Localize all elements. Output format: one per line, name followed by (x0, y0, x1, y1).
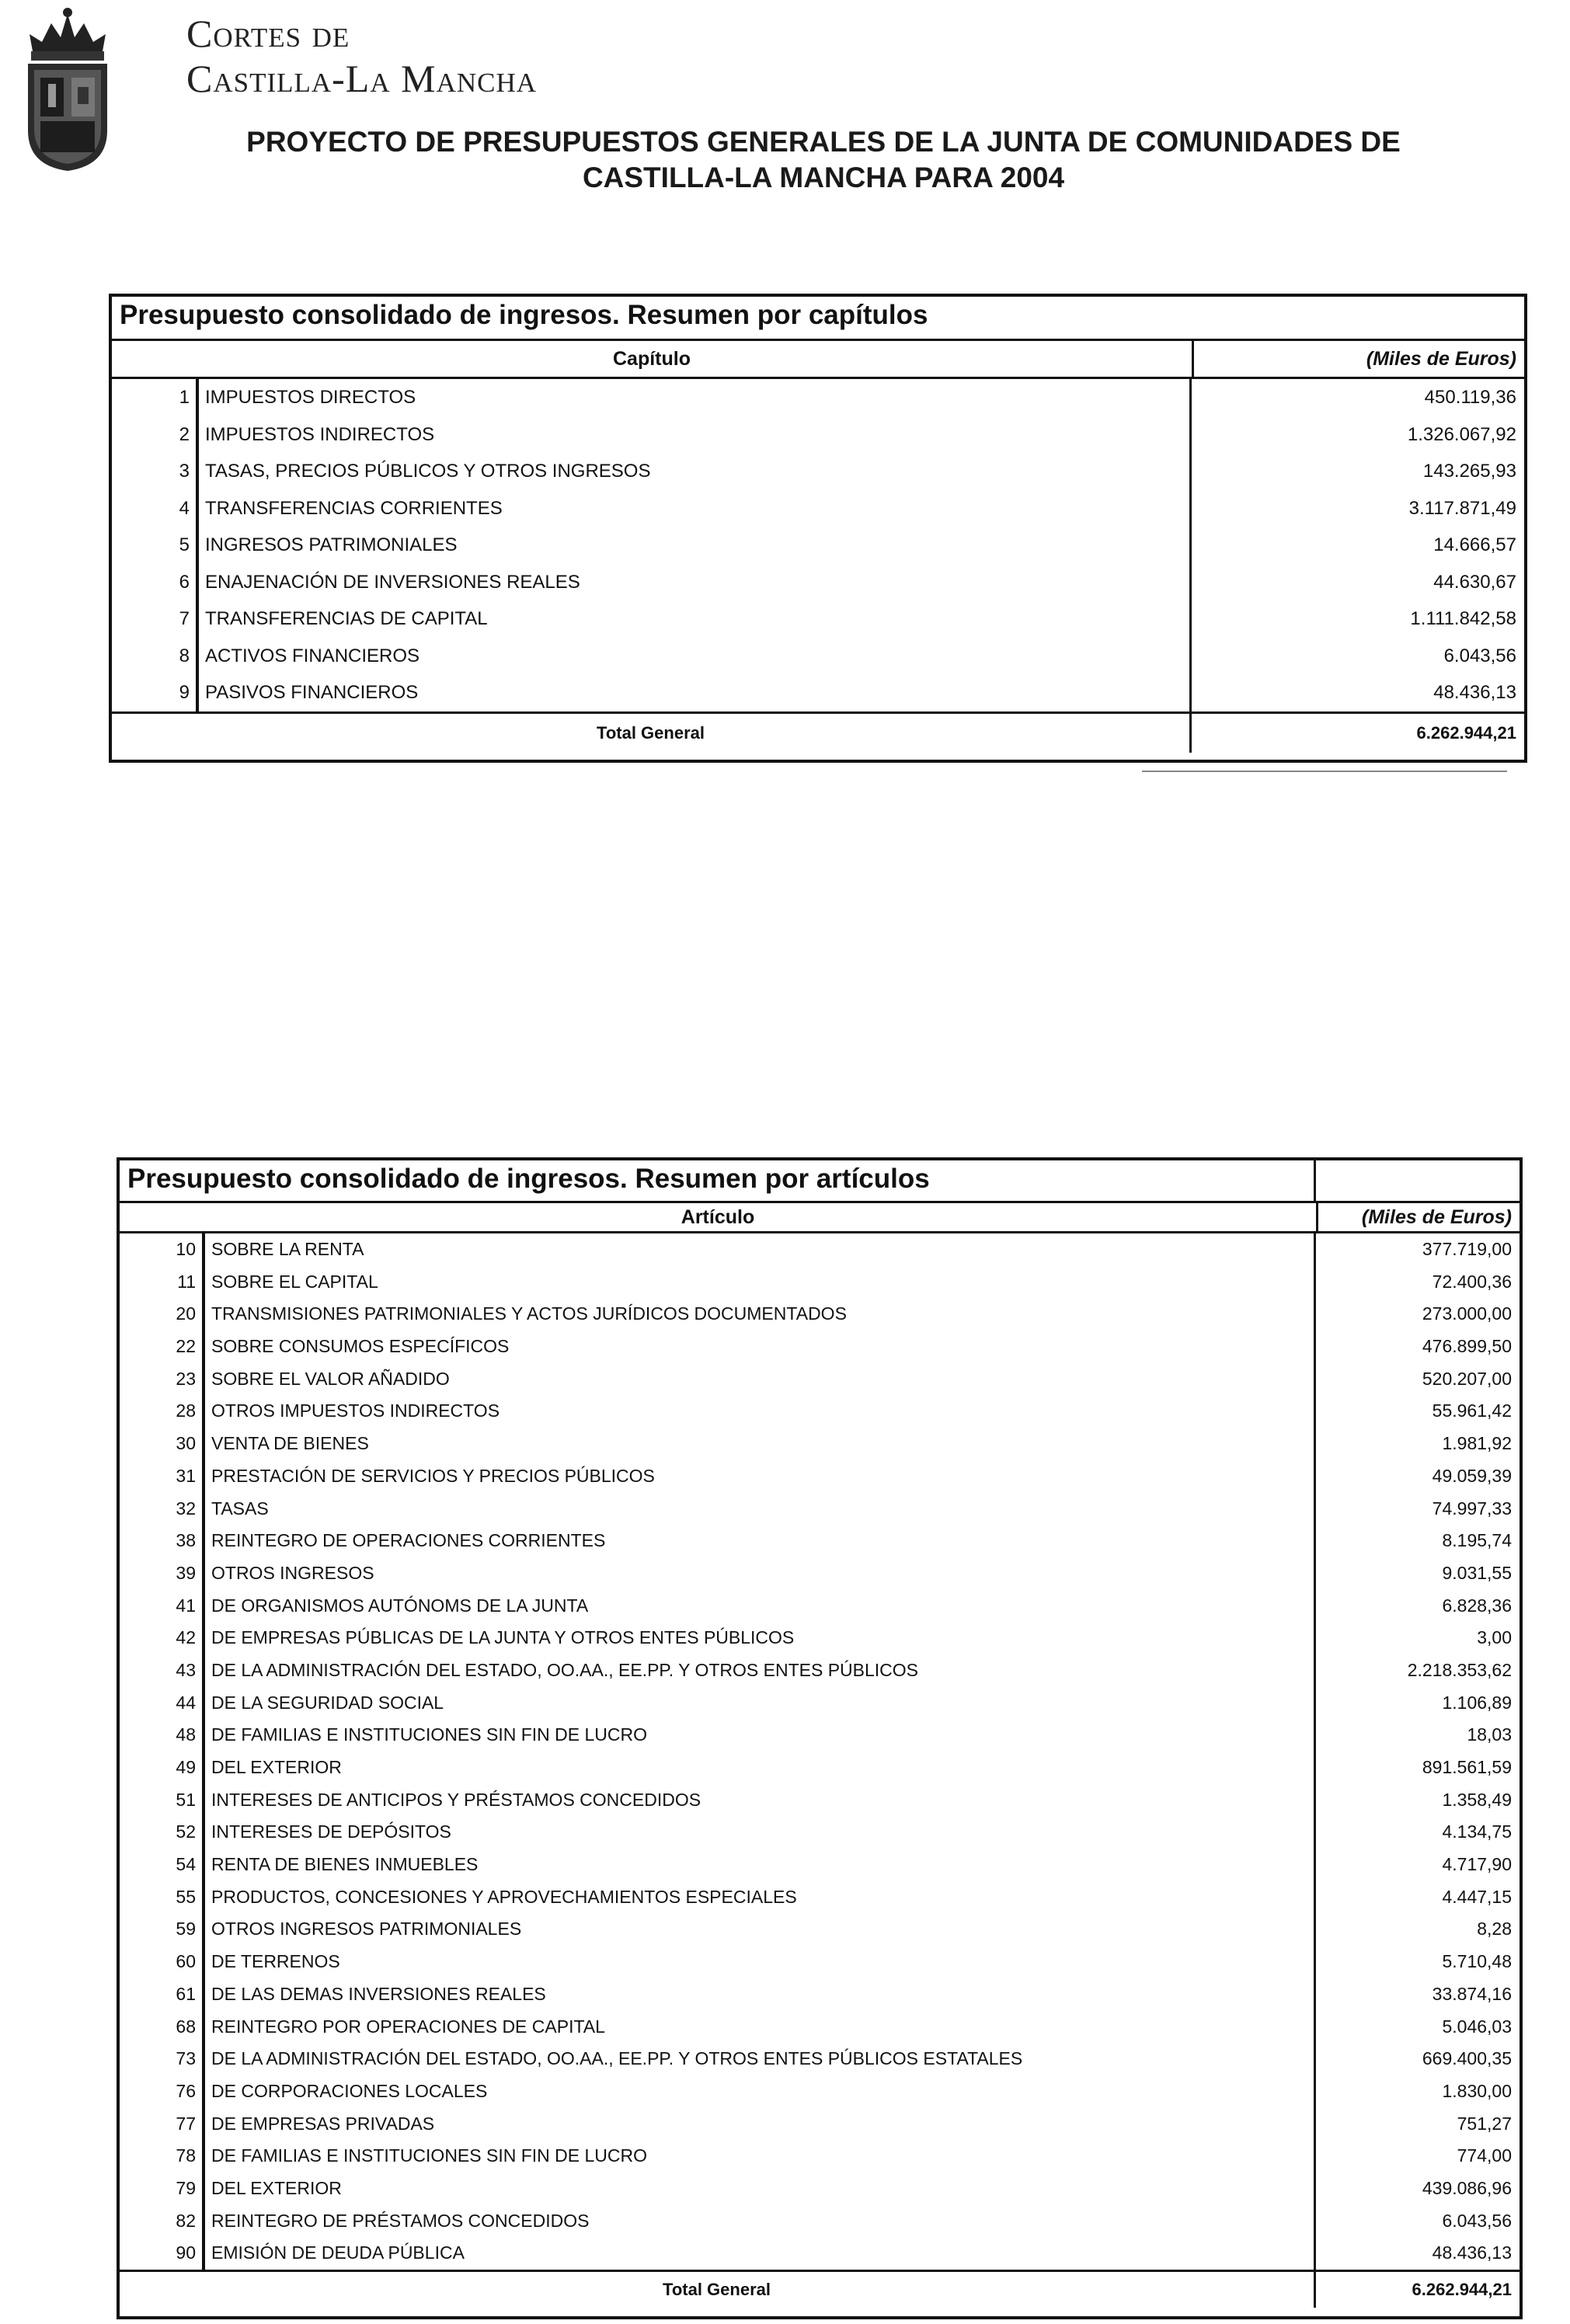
row-label: EMISIÓN DE DEUDA PÚBLICA (205, 2237, 1316, 2270)
row-number: 54 (120, 1849, 205, 1881)
row-label: SOBRE LA RENTA (205, 1233, 1316, 1266)
divider-line (1142, 771, 1507, 772)
row-value: 669.400,35 (1422, 2048, 1512, 2069)
row-label: PRODUCTOS, CONCESIONES Y APROVECHAMIENTOS ESPECIALES (205, 1881, 1316, 1914)
institution-line-2: Castilla-La Mancha (186, 57, 538, 100)
row-value: 55.961,42 (1432, 1400, 1512, 1421)
document-title-line-2: CASTILLA-LA MANCHA PARA 2004 (582, 162, 1065, 193)
table-row (120, 1946, 1520, 1978)
row-label: INGRESOS PATRIMONIALES (199, 527, 1192, 564)
row-value: 520.207,00 (1422, 1368, 1512, 1389)
row-label: SOBRE EL VALOR AÑADIDO (205, 1363, 1316, 1396)
table-row (112, 453, 1524, 490)
column-header-article: Artículo (120, 1203, 1318, 1231)
table-caption: Presupuesto consolidado de ingresos. Resumen por artículos (120, 1160, 1316, 1201)
row-label: IMPUESTOS INDIRECTOS (199, 416, 1192, 454)
row-label: OTROS IMPUESTOS INDIRECTOS (205, 1395, 1316, 1428)
row-value: 6.043,56 (1442, 2210, 1512, 2231)
row-value: 751,27 (1457, 2113, 1512, 2134)
row-number: 77 (120, 2108, 205, 2141)
table-row (120, 1654, 1520, 1687)
row-label: DE TERRENOS (205, 1946, 1316, 1978)
row-label: DE FAMILIAS E INSTITUCIONES SIN FIN DE LUCRO (205, 1719, 1316, 1752)
table-row (120, 2043, 1520, 2075)
row-label: DE LAS DEMAS INVERSIONES REALES (205, 1978, 1316, 2011)
row-number: 68 (120, 2011, 205, 2044)
row-number: 23 (120, 1363, 205, 1396)
row-number: 30 (120, 1428, 205, 1460)
row-number: 38 (120, 1525, 205, 1557)
row-label: DE LA ADMINISTRACIÓN DEL ESTADO, OO.AA., EE.PP. Y OTROS ENTES PÚBLICOS (205, 1654, 1316, 1687)
table-caption: Presupuesto consolidado de ingresos. Resumen por capítulos (112, 297, 1524, 341)
row-number: 42 (120, 1622, 205, 1654)
row-value: 4.447,15 (1442, 1886, 1512, 1907)
table-row (120, 1428, 1520, 1460)
row-number: 76 (120, 2075, 205, 2108)
table-row (112, 600, 1524, 638)
row-label: DEL EXTERIOR (205, 2173, 1316, 2205)
table-row (120, 2011, 1520, 2044)
row-number: 11 (120, 1266, 205, 1299)
row-label: DE EMPRESAS PRIVADAS (205, 2108, 1316, 2141)
row-value: 476.899,50 (1422, 1336, 1512, 1357)
table-row (120, 1298, 1520, 1331)
coat-of-arms-icon (17, 6, 118, 173)
table-row (120, 1687, 1520, 1720)
row-number: 49 (120, 1752, 205, 1784)
row-value: 8,28 (1477, 1919, 1512, 1940)
row-label: DE CORPORACIONES LOCALES (205, 2075, 1316, 2108)
table-row (120, 2173, 1520, 2205)
row-number: 82 (120, 2205, 205, 2238)
row-value: 891.561,59 (1422, 1757, 1512, 1777)
table-row (112, 564, 1524, 601)
table-row (120, 1460, 1520, 1493)
row-label: OTROS INGRESOS PATRIMONIALES (205, 1913, 1316, 1946)
column-header-chapter: Capítulo (112, 341, 1194, 377)
row-value: 3.117.871,49 (1408, 497, 1516, 519)
table-row (120, 1978, 1520, 2011)
row-label: TRANSFERENCIAS DE CAPITAL (199, 600, 1192, 638)
row-number: 55 (120, 1881, 205, 1914)
row-value: 8.195,74 (1442, 1530, 1512, 1551)
row-label: SOBRE EL CAPITAL (205, 1266, 1316, 1299)
row-value: 450.119,36 (1424, 387, 1516, 408)
row-value: 2.218.353,62 (1407, 1659, 1512, 1680)
row-value: 44.630,67 (1433, 571, 1516, 593)
row-label: PASIVOS FINANCIEROS (199, 674, 1192, 711)
row-value: 4.134,75 (1442, 1821, 1512, 1842)
row-number: 3 (112, 453, 199, 490)
row-value: 14.666,57 (1433, 534, 1516, 555)
table-row (112, 416, 1524, 454)
row-number: 43 (120, 1654, 205, 1687)
row-value: 74.997,33 (1432, 1498, 1512, 1519)
row-value: 48.436,13 (1432, 2242, 1512, 2263)
row-number: 51 (120, 1784, 205, 1817)
row-label: VENTA DE BIENES (205, 1428, 1316, 1460)
row-value: 377.719,00 (1422, 1239, 1512, 1259)
table-row (112, 674, 1524, 711)
institution-name (186, 11, 537, 101)
table-row (120, 1331, 1520, 1363)
row-value: 48.436,13 (1433, 682, 1516, 703)
row-label: REINTEGRO POR OPERACIONES DE CAPITAL (205, 2011, 1316, 2044)
table-row (112, 527, 1524, 564)
row-value: 6.043,56 (1443, 645, 1516, 666)
table-row (112, 638, 1524, 675)
table-row (120, 2075, 1520, 2108)
row-label: INTERESES DE ANTICIPOS Y PRÉSTAMOS CONCEDIDOS (205, 1784, 1316, 1817)
row-label: ACTIVOS FINANCIEROS (199, 638, 1192, 675)
total-value: 6.262.944,21 (1412, 2280, 1512, 2299)
row-label: PRESTACIÓN DE SERVICIOS Y PRECIOS PÚBLICOS (205, 1460, 1316, 1493)
table-body (112, 379, 1524, 711)
row-number: 4 (112, 490, 199, 527)
row-number: 6 (112, 564, 199, 601)
row-label: IMPUESTOS DIRECTOS (199, 379, 1192, 416)
row-number: 22 (120, 1331, 205, 1363)
document-title-line-1: PROYECTO DE PRESUPUESTOS GENERALES DE LA JUNTA DE COMUNIDADES DE (246, 126, 1401, 158)
row-label: ENAJENACIÓN DE INVERSIONES REALES (199, 564, 1192, 601)
total-row (112, 711, 1524, 753)
row-label: TASAS (205, 1493, 1316, 1526)
row-label: INTERESES DE DEPÓSITOS (205, 1816, 1316, 1849)
row-label: DE FAMILIAS E INSTITUCIONES SIN FIN DE LUCRO (205, 2140, 1316, 2173)
row-label: REINTEGRO DE PRÉSTAMOS CONCEDIDOS (205, 2205, 1316, 2238)
row-number: 48 (120, 1719, 205, 1752)
table-row (120, 2205, 1520, 2238)
row-label: OTROS INGRESOS (205, 1557, 1316, 1590)
total-label: Total General (112, 714, 1192, 753)
row-number: 73 (120, 2043, 205, 2075)
row-label: TASAS, PRECIOS PÚBLICOS Y OTROS INGRESOS (199, 453, 1192, 490)
row-label: RENTA DE BIENES INMUEBLES (205, 1849, 1316, 1881)
total-value: 6.262.944,21 (1416, 722, 1516, 743)
total-row (120, 2270, 1520, 2308)
row-number: 90 (120, 2237, 205, 2270)
row-label: DE LA ADMINISTRACIÓN DEL ESTADO, OO.AA., EE.PP. Y OTROS ENTES PÚBLICOS ESTATALES (205, 2043, 1316, 2075)
table-row (120, 1266, 1520, 1299)
row-label: REINTEGRO DE OPERACIONES CORRIENTES (205, 1525, 1316, 1557)
articles-summary-table (117, 1157, 1523, 2319)
row-number: 60 (120, 1946, 205, 1978)
table-row (120, 1816, 1520, 1849)
document-title (155, 124, 1492, 196)
row-number: 32 (120, 1493, 205, 1526)
table-row (120, 1395, 1520, 1428)
row-number: 2 (112, 416, 199, 454)
row-number: 59 (120, 1913, 205, 1946)
row-value: 1.981,92 (1442, 1433, 1512, 1454)
row-number: 31 (120, 1460, 205, 1493)
row-number: 1 (112, 379, 199, 416)
row-value: 1.358,49 (1442, 1789, 1512, 1810)
table-body (120, 1233, 1520, 2270)
row-label: DEL EXTERIOR (205, 1752, 1316, 1784)
row-value: 273.000,00 (1422, 1303, 1512, 1324)
row-number: 10 (120, 1233, 205, 1266)
table-row (120, 2108, 1520, 2141)
row-value: 3,00 (1477, 1627, 1512, 1648)
row-label: DE LA SEGURIDAD SOCIAL (205, 1687, 1316, 1720)
row-value: 1.106,89 (1442, 1692, 1512, 1713)
row-number: 28 (120, 1395, 205, 1428)
row-value: 18,03 (1467, 1724, 1512, 1745)
table-caption-row (120, 1160, 1520, 1203)
table-row (120, 2237, 1520, 2270)
table-row (120, 1233, 1520, 1266)
row-value: 49.059,39 (1432, 1465, 1512, 1486)
row-number: 78 (120, 2140, 205, 2173)
row-value: 1.111.842,58 (1410, 608, 1516, 629)
row-number: 7 (112, 600, 199, 638)
table-row (120, 1719, 1520, 1752)
table-row (120, 1752, 1520, 1784)
row-label: TRANSFERENCIAS CORRIENTES (199, 490, 1192, 527)
row-label: DE EMPRESAS PÚBLICAS DE LA JUNTA Y OTROS ENTES PÚBLICOS (205, 1622, 1316, 1654)
table-row (120, 1363, 1520, 1396)
total-label: Total General (120, 2272, 1316, 2308)
column-header-unit: (Miles de Euros) (1366, 348, 1516, 370)
row-label: TRANSMISIONES PATRIMONIALES Y ACTOS JURÍDICOS DOCUMENTADOS (205, 1298, 1316, 1331)
table-row (112, 490, 1524, 527)
chapters-summary-table (109, 294, 1527, 763)
row-value: 774,00 (1457, 2145, 1512, 2166)
table-row (120, 1622, 1520, 1654)
table-row (120, 1913, 1520, 1946)
row-number: 20 (120, 1298, 205, 1331)
row-value: 1.830,00 (1442, 2080, 1512, 2101)
row-value: 6.828,36 (1442, 1595, 1512, 1616)
table-row (120, 1557, 1520, 1590)
row-number: 9 (112, 674, 199, 711)
table-header-row (120, 1203, 1520, 1233)
table-row (120, 1493, 1520, 1526)
row-number: 79 (120, 2173, 205, 2205)
table-row (120, 1881, 1520, 1914)
row-number: 8 (112, 638, 199, 675)
row-number: 61 (120, 1978, 205, 2011)
row-value: 1.326.067,92 (1407, 423, 1516, 445)
row-value: 5.710,48 (1442, 1951, 1512, 1972)
row-value: 4.717,90 (1442, 1854, 1512, 1875)
row-number: 52 (120, 1816, 205, 1849)
table-row (120, 1784, 1520, 1817)
row-label: SOBRE CONSUMOS ESPECÍFICOS (205, 1331, 1316, 1363)
row-value: 5.046,03 (1442, 2016, 1512, 2037)
table-row (120, 2140, 1520, 2173)
row-number: 44 (120, 1687, 205, 1720)
table-row (120, 1590, 1520, 1623)
row-number: 41 (120, 1590, 205, 1623)
table-header-row (112, 341, 1524, 379)
row-value: 9.031,55 (1442, 1562, 1512, 1583)
row-value: 439.086,96 (1422, 2177, 1512, 2198)
table-row (120, 1849, 1520, 1881)
row-number: 39 (120, 1557, 205, 1590)
row-value: 33.874,16 (1432, 1983, 1512, 2004)
institution-line-1: Cortes de (186, 12, 350, 55)
table-row (112, 379, 1524, 416)
row-number: 5 (112, 527, 199, 564)
table-row (120, 1525, 1520, 1557)
column-header-unit: (Miles de Euros) (1361, 1206, 1512, 1228)
row-label: DE ORGANISMOS AUTÓNOMS DE LA JUNTA (205, 1590, 1316, 1623)
row-value: 143.265,93 (1422, 461, 1516, 482)
row-value: 72.400,36 (1432, 1271, 1512, 1292)
